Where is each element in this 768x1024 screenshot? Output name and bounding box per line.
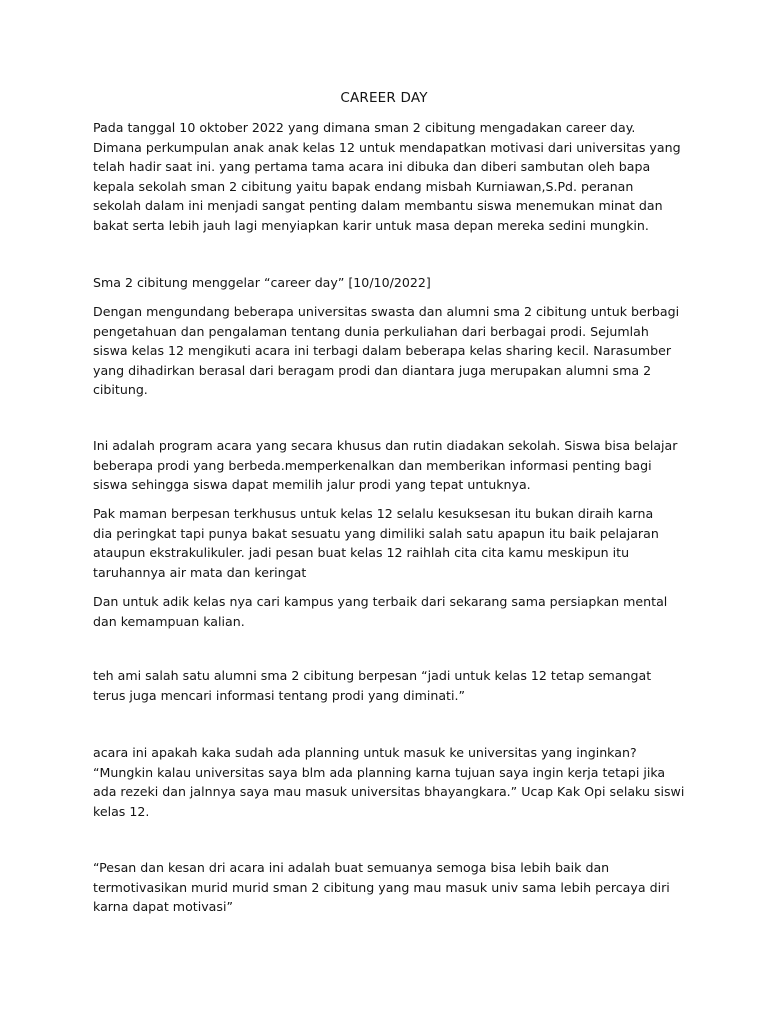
paragraph-intro: Pada tanggal 10 oktober 2022 yang dimana sman 2 cibitung mengadakan career day. Dimana perkumpulan anak anak kelas 12 untuk mendapatkan motivasi dari universitas yang telah hadir saat ini. yang pertama tama acara ini dibuka dan diberi sambutan oleh bapa kepala sekolah sman 2 cibitung yaitu bapak endang misbah Kurniawan,S.Pd. peranan sekolah dalam ini menjadi sangat penting dalam membantu siswa menemukan minat dan bakat serta lebih jauh lagi menyiapkan karir untuk masa depan mereka sedini mungkin. [93, 120, 681, 233]
paragraph-interview: acara ini apakah kaka sudah ada planning untuk masuk ke universitas yang inginkan? “Mungkin kalau universitas saya blm ada planning karna tujuan saya ingin kerja tetapi jika ada rezeki dan jalnnya saya mau masuk universitas bhayangkara.” Ucap Kak Opi selaku siswi kelas 12. [93, 745, 685, 819]
paragraph-teh-ami: teh ami salah satu alumni sma 2 cibitung berpesan “jadi untuk kelas 12 tetap semangat terus juga mencari informasi tentang prodi yang diminati.” [93, 668, 652, 703]
document-title: CAREER DAY [340, 90, 428, 106]
paragraph-universities: Dengan mengundang beberapa universitas swasta dan alumni sma 2 cibitung untuk berbagi pengetahuan dan pengalaman tentang dunia perkuliahan dari berbagai prodi. Sejumlah siswa kelas 12 mengikuti acara ini terbagi dalam beberapa kelas sharing kecil. Narasumber yang dihadirkan berasal dari beragam prodi dan diantara juga merupakan alumni sma 2 cibitung. [93, 304, 680, 397]
paragraph-headline: Sma 2 cibitung menggelar “career day” [10/10/2022] [93, 275, 431, 290]
paragraph-program: Ini adalah program acara yang secara khusus dan rutin diadakan sekolah. Siswa bisa belajar beberapa prodi yang berbeda.memperkenalkan dan memberikan informasi penting bagi siswa sehingga siswa dapat memilih jalur prodi yang tepat untuknya. [93, 438, 678, 492]
paragraph-pak-maman: Pak maman berpesan terkhusus untuk kelas 12 selalu kesuksesan itu bukan diraih karna dia peringkat tapi punya bakat sesuatu yang dimiliki salah satu apapun itu baik pelajaran ataupun ekstrakulikuler. jadi pesan buat kelas 12 raihlah cita cita kamu meskipun itu taruhannya air mata dan keringat [93, 506, 659, 580]
paragraph-adik-kelas: Dan untuk adik kelas nya cari kampus yang terbaik dari sekarang sama persiapkan mental dan kemampuan kalian. [93, 594, 668, 629]
paragraph-closing-quote: “Pesan dan kesan dri acara ini adalah buat semuanya semoga bisa lebih baik dan termotivasikan murid murid sman 2 cibitung yang mau masuk univ sama lebih percaya diri karna dapat motivasi” [93, 860, 670, 914]
